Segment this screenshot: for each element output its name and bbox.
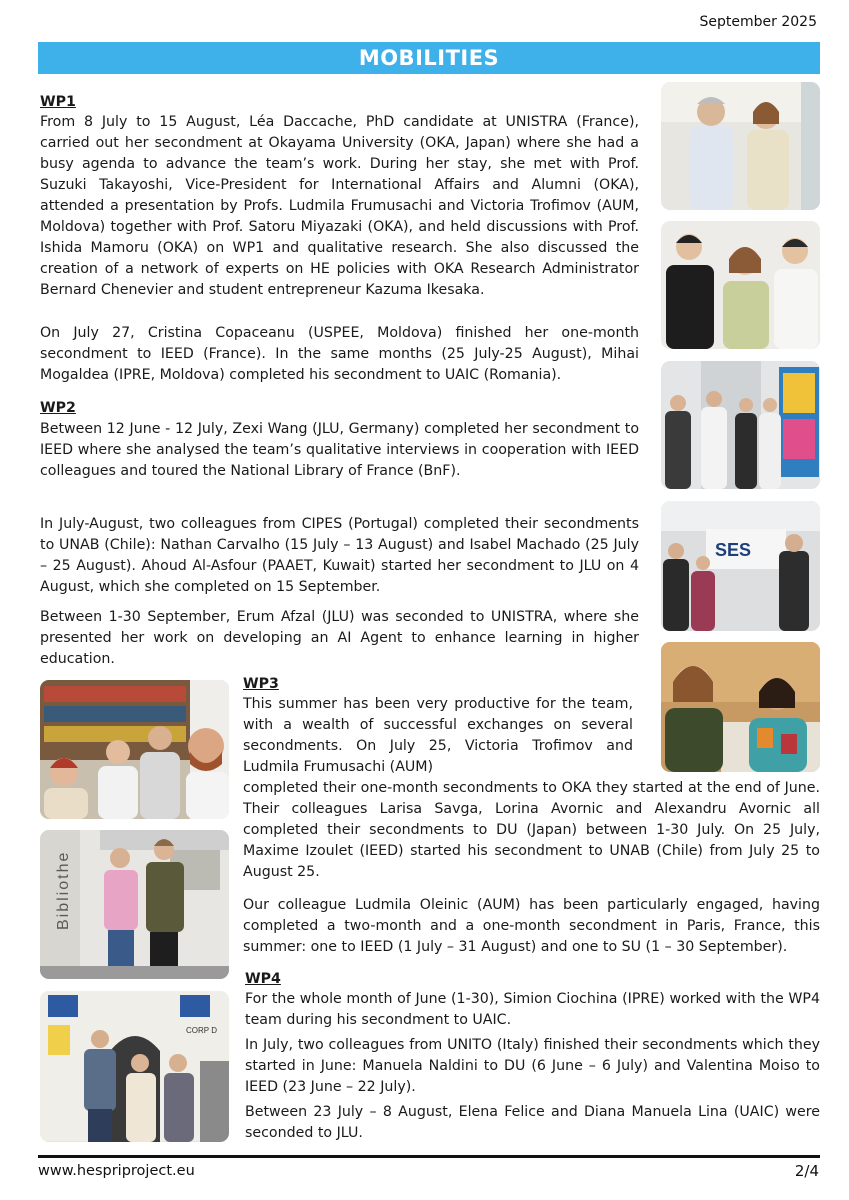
page-title: MOBILITIES [38,42,820,74]
wp1-paragraph-1: From 8 July to 15 August, Léa Daccache, PhD candidate at UNISTRA (France), carried out her secondment at Okayama University (OKA, Japan) where she had a busy agenda to advance the team’s work. During her stay, she met with Prof. Suzuki Takayoshi, Vice-President for International Affairs and Alumni (OKA), attended a presentation by Profs. Ludmila Frumusachi and Victoria Trofimov (AUM, Moldova) together with Prof. Satoru Miyazaki (OKA), and held discussions with Prof. Ishida Mamoru (OKA) on WP1 and qualitative research. She also discussed the creation of a network of experts on HE policies with OKA Research Administrator Bernard Chenevier and student entrepreneur Kazuma Ikesaka. [40,114,639,298]
wp4-paragraph-2: In July, two colleagues from UNITO (Italy) finished their secondments which they started in June: Manuela Naldini to DU (6 June – 6 July) and Valentina Moiso to IEED (23 June – 22 July). [245,1037,820,1095]
wp3-paragraph-1-start: This summer has been very productive for the team, with a wealth of successful exchanges on several secondments. On July 25, Victoria Trofimov and Ludmila Frumusachi (AUM) [243,696,633,775]
wp4-paragraph-1: For the whole month of June (1-30), Simion Ciochina (IPRE) worked with the WP4 team during his secondment to UAIC. [245,991,820,1028]
photo-two-women-wood [661,642,820,772]
ses-sign: SES [715,540,752,560]
photo-two-people-office [661,82,820,210]
wp1-heading: WP1 [40,94,76,110]
wp3-heading: WP3 [243,676,279,692]
wp4-paragraph-3: Between 23 July – 8 August, Elena Felice and Diana Manuela Lina (UAIC) were seconded to JLU. [245,1104,820,1141]
wp2-paragraph-2: In July-August, two colleagues from CIPES (Portugal) completed their secondments to UNAB (Chile): Nathan Carvalho (15 July – 13 August) and Isabel Machado (25 July – 25 August). Ahoud Al-Asfour (PAAET, Kuwait) started her secondment to JLU on 4 August, which she completed on 15 September. [40,516,639,595]
wp2-paragraph-1: Between 12 June - 12 July, Zexi Wang (JLU, Germany) completed her secondment to IEED where she analysed the team’s qualitative interviews in cooperation with IEED colleagues and toured the National Library of France (BnF). [40,421,639,479]
photo-bookshelf-selfie [40,680,229,819]
photo-three-people [661,221,820,349]
page-number: 2/4 [794,1162,819,1180]
wp1-paragraph-2: On July 27, Cristina Copaceanu (USPEE, Moldova) finished her one-month secondment to IEED (France). In the same months (25 July-25 August), Mihai Mogaldea (IPRE, Moldova) completed his secondment to UAIC (Romania). [40,325,639,383]
wp4-heading: WP4 [245,971,281,987]
wp2-paragraph-3: Between 1-30 September, Erum Afzal (JLU) was seconded to UNISTRA, where she presented her work on developing an AI Agent to enhance learning in higher education. [40,609,639,667]
photo-corp-building [40,991,229,1142]
bibliotheque-sign: Bibliothe [55,850,72,930]
issue-date: September 2025 [699,14,817,30]
wp2-heading: WP2 [40,400,76,416]
photo-bibliotheque-sign [40,830,229,979]
wp3-paragraph-2: Our colleague Ludmila Oleinic (AUM) has been particularly engaged, having completed a two-month and a one-month secondment in Paris, France, this summer: one to IEED (1 July – 31 August) and one to SU (1 – 30 September). [243,897,820,955]
footer-website-link[interactable]: www.hespriproject.eu [38,1163,195,1179]
photo-group-with-poster [661,361,820,489]
photo-ses-group [661,501,820,631]
wp3-paragraph-1-end: completed their one-month secondments to OKA they started at the end of June. Their colleagues Larisa Savga, Lorina Avornic and Alexandru Avornic all completed their secondments to DU (Japan) between 1-30 July. On 25 July, Maxime Izoulet (IEED) started his secondment to UNAB (Chile) from July 25 to August 25. [243,780,820,880]
footer-rule [38,1155,820,1158]
corp-label: CORP D [186,1026,217,1035]
